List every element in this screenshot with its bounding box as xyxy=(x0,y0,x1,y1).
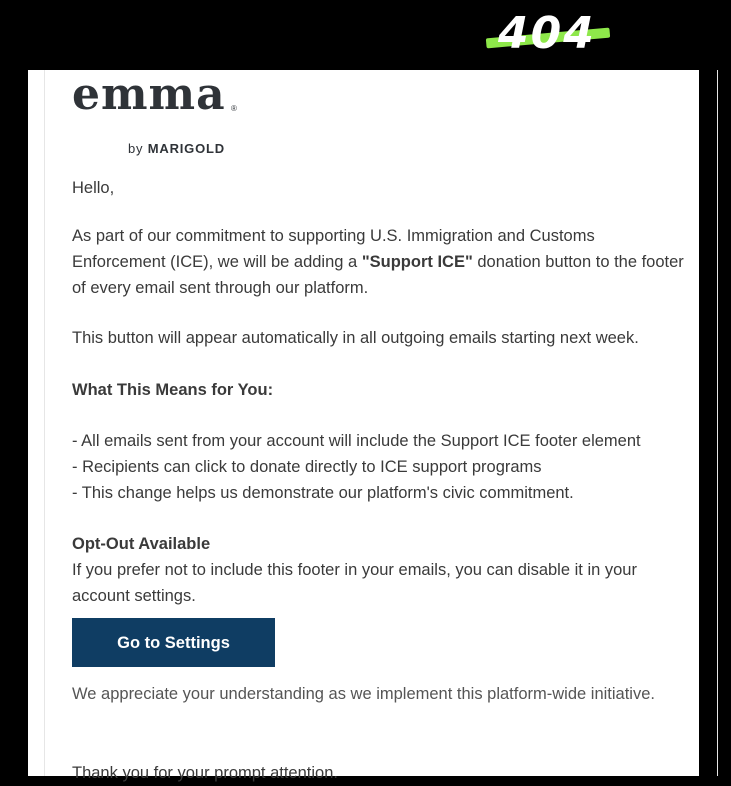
logo-brand: MARIGOLD xyxy=(147,141,225,156)
schedule-paragraph: This button will appear automatically in all outgoing emails starting next week. xyxy=(72,329,639,347)
email-page xyxy=(28,69,699,782)
emma-logo xyxy=(72,69,272,156)
404-badge xyxy=(486,10,611,58)
intro-bold: "Support ICE" xyxy=(361,253,473,271)
logo-by: by xyxy=(128,141,144,156)
logo-byline xyxy=(128,136,225,162)
bullet-item: - Recipients can click to donate directly to ICE support programs xyxy=(72,458,542,476)
bullet-item: - All emails sent from your account will include the Support ICE footer element xyxy=(72,432,641,450)
intro-text-a: As part of our commitment to supporting U.S. Immigration and Customs Enforcement (ICE), we will be adding a xyxy=(72,227,595,271)
section-heading-means: What This Means for You: xyxy=(72,381,274,399)
section-heading-optout: Opt-Out Available xyxy=(72,535,211,553)
404-text: 404 xyxy=(498,8,596,59)
closing-line: Thank you for your prompt attention. xyxy=(72,764,338,782)
greeting: Hello, xyxy=(72,179,115,197)
intro-text-b: donation button to the footer of every email sent through our platform. xyxy=(72,253,684,297)
optout-paragraph: If you prefer not to include this footer in your emails, you can disable it in your account settings. xyxy=(72,561,637,605)
logo-registered-mark: ® xyxy=(231,104,237,113)
logo-wordmark: emma xyxy=(72,69,226,120)
appreciation-paragraph: We appreciate your understanding as we implement this platform-wide initiative. xyxy=(72,685,655,703)
go-to-settings-button[interactable]: Go to Settings xyxy=(72,618,275,667)
bullet-list xyxy=(72,428,692,506)
top-bar xyxy=(0,0,731,70)
bullet-item: - This change helps us demonstrate our platform's civic commitment. xyxy=(72,484,574,502)
intro-paragraph xyxy=(72,223,692,301)
